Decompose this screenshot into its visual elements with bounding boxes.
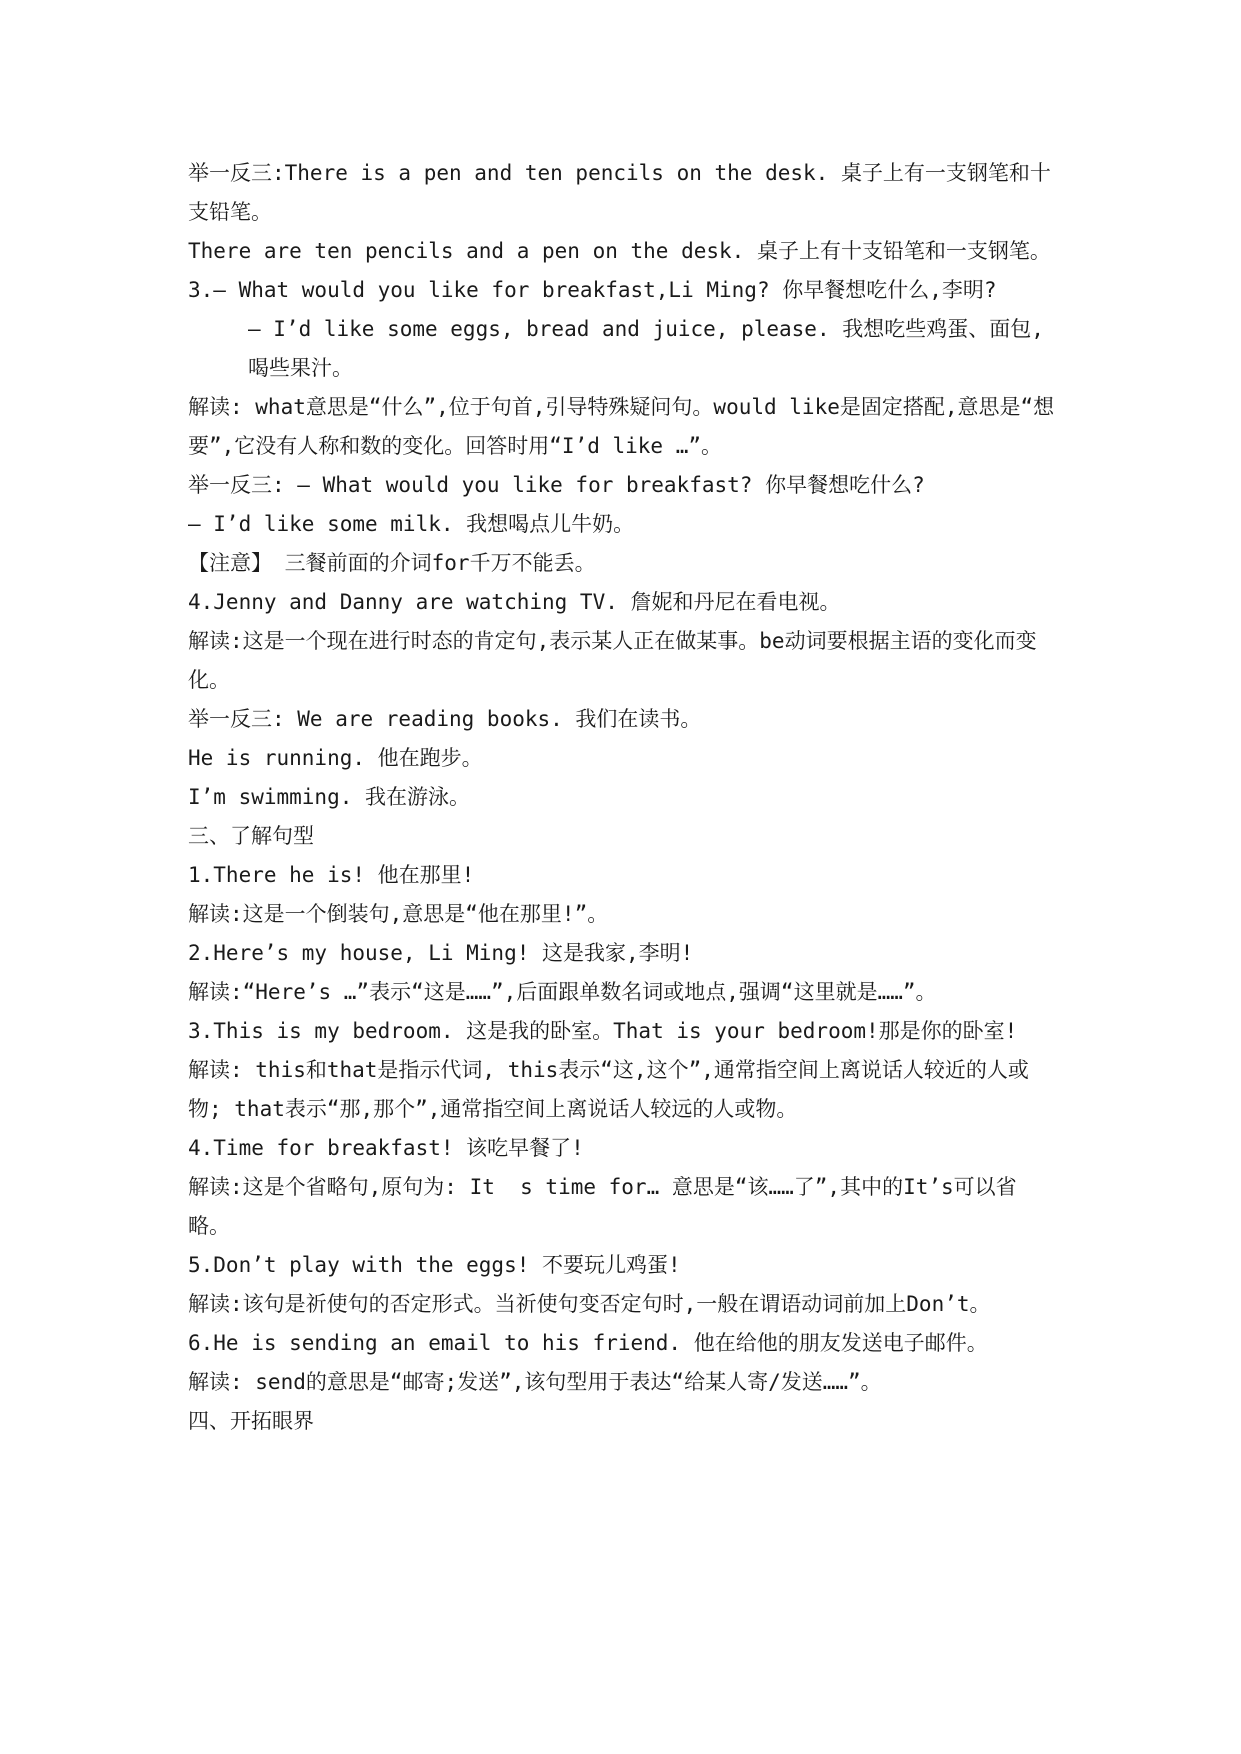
- document-body: [188, 154, 1058, 1441]
- text-line: — I’d like some milk. 我想喝点儿牛奶。: [188, 512, 635, 536]
- text-line: He is running. 他在跑步。: [188, 746, 483, 770]
- text-line: 解读: send的意思是“邮寄;发送”,该句型用于表达“给某人寄/发送……”。: [188, 1370, 882, 1394]
- section-heading: 三、了解句型: [188, 824, 314, 848]
- text-line: 解读:该句是祈使句的否定形式。当祈使句变否定句时,一般在谓语动词前加上Don’t。: [188, 1292, 991, 1316]
- text-line: — I’d like some eggs, bread and juice, please. 我想吃些鸡蛋、面包,喝些果汁。: [248, 317, 1044, 380]
- text-line: 解读:这是一个现在进行时态的肯定句,表示某人正在做某事。be动词要根据主语的变化而变化。: [188, 629, 1037, 692]
- text-line: 举一反三: — What would you like for breakfast? 你早餐想吃什么?: [188, 473, 925, 497]
- text-line: 举一反三: We are reading books. 我们在读书。: [188, 707, 702, 731]
- text-line: 4.Jenny and Danny are watching TV. 詹妮和丹尼在看电视。: [188, 590, 841, 614]
- text-line: 解读: what意思是“什么”,位于句首,引导特殊疑问句。would like是固定搭配,意思是“想要”,它没有人称和数的变化。回答时用“I’d like …”。: [188, 395, 1055, 458]
- text-line: 5.Don’t play with the eggs! 不要玩儿鸡蛋!: [188, 1253, 681, 1277]
- text-line: 解读:“Here’s …”表示“这是……”,后面跟单数名词或地点,强调“这里就是……”。: [188, 980, 937, 1004]
- text-line: 举一反三:There is a pen and ten pencils on the desk. 桌子上有一支钢笔和十支铅笔。: [188, 161, 1051, 224]
- text-line: 2.Here’s my house, Li Ming! 这是我家,李明!: [188, 941, 694, 965]
- text-line: 解读:这是一个倒装句,意思是“他在那里!”。: [188, 902, 609, 926]
- text-line: I’m swimming. 我在游泳。: [188, 785, 471, 809]
- text-line: 6.He is sending an email to his friend. 他在给他的朋友发送电子邮件。: [188, 1331, 988, 1355]
- text-line: 解读: this和that是指示代词, this表示“这,这个”,通常指空间上离说话人较近的人或物; that表示“那,那个”,通常指空间上离说话人较远的人或物。: [188, 1058, 1029, 1121]
- text-line: There are ten pencils and a pen on the desk. 桌子上有十支铅笔和一支钢笔。: [188, 239, 1051, 263]
- text-line: 解读:这是个省略句,原句为: It s time for… 意思是“该……了”,其中的It’s可以省略。: [188, 1175, 1017, 1238]
- note-line: 【注意】 三餐前面的介词for千万不能丢。: [188, 551, 596, 575]
- section-heading: 四、开拓眼界: [188, 1409, 314, 1433]
- text-line: 3.— What would you like for breakfast,Li Ming? 你早餐想吃什么,李明?: [188, 278, 997, 302]
- text-line: 4.Time for breakfast! 该吃早餐了!: [188, 1136, 584, 1160]
- text-line: 3.This is my bedroom. 这是我的卧室。That is your bedroom!那是你的卧室!: [188, 1019, 1018, 1043]
- text-line: 1.There he is! 他在那里!: [188, 863, 475, 887]
